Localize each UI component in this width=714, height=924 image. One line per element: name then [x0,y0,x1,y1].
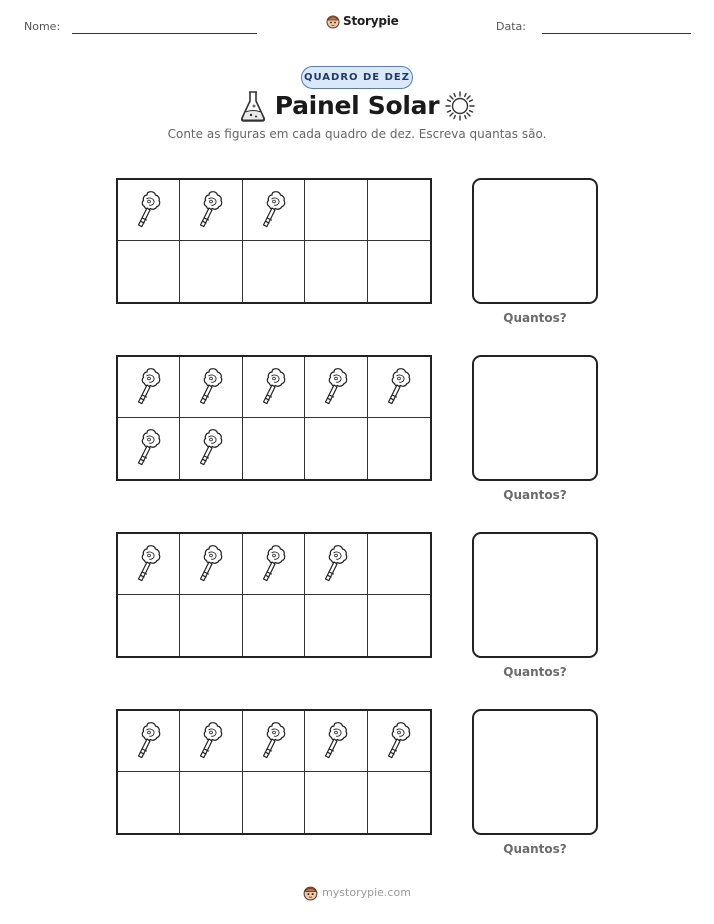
page-title: Painel Solar [274,91,440,120]
frame-cell [305,711,367,772]
instructions: Conte as figuras em cada quadro de dez. Escreva quantas são. [167,127,547,141]
frame-cell [305,595,367,656]
frame-cell [243,357,305,418]
answer-label: Quantos? [503,488,567,502]
frame-cell [118,772,180,833]
frame-cell [368,772,430,833]
frame-cell [368,180,430,241]
key-icon [133,427,163,469]
pie-mascot-icon [326,13,340,29]
frame-cell [368,241,430,302]
frame-cell [180,534,242,595]
frame-cell [368,418,430,479]
key-icon [258,720,288,762]
key-icon [383,720,413,762]
pie-mascot-icon [303,884,318,901]
answer-box[interactable] [472,709,598,835]
frame-cell [180,595,242,656]
brand-name: Storypie [343,14,399,28]
ten-frame [116,709,432,835]
frame-cell [118,711,180,772]
key-icon [320,366,350,408]
frame-cell [118,357,180,418]
key-icon [195,720,225,762]
frame-cell [180,711,242,772]
key-icon [133,189,163,231]
worksheet-badge: QUADRO DE DEZ [301,66,413,89]
frame-cell [305,418,367,479]
frame-cell [180,418,242,479]
frame-cell [118,595,180,656]
frame-cell [180,241,242,302]
frame-cell [118,418,180,479]
footer-url[interactable]: mystorypie.com [322,886,411,899]
frame-cell [243,595,305,656]
frame-cell [305,357,367,418]
key-icon [320,720,350,762]
sun-icon [444,90,476,122]
frame-cell [243,534,305,595]
frame-cell [118,241,180,302]
key-icon [258,189,288,231]
ten-frame [116,355,432,481]
name-label: Nome: [24,20,61,33]
answer-label: Quantos? [503,311,567,325]
key-icon [383,366,413,408]
frame-cell [180,180,242,241]
frame-cell [180,772,242,833]
key-icon [133,720,163,762]
key-icon [195,427,225,469]
footer [0,884,714,901]
frame-cell [243,711,305,772]
answer-box[interactable] [472,532,598,658]
frame-cell [243,180,305,241]
frame-cell [305,241,367,302]
key-icon [195,543,225,585]
frame-cell [368,534,430,595]
answer-box[interactable] [472,355,598,481]
frame-cell [305,534,367,595]
name-line[interactable] [72,33,257,34]
frame-cell [180,357,242,418]
key-icon [320,543,350,585]
answer-label: Quantos? [503,842,567,856]
answer-label: Quantos? [503,665,567,679]
frame-cell [243,418,305,479]
ten-frame [116,178,432,304]
frame-cell [118,180,180,241]
frame-cell [368,711,430,772]
frame-cell [368,357,430,418]
title-row [0,88,714,128]
date-label: Data: [496,20,526,33]
key-icon [133,543,163,585]
answer-box[interactable] [472,178,598,304]
key-icon [258,543,288,585]
ten-frame [116,532,432,658]
frame-cell [243,241,305,302]
brand-logo [326,13,399,29]
frame-cell [118,534,180,595]
key-icon [258,366,288,408]
key-icon [133,366,163,408]
key-icon [195,189,225,231]
frame-cell [305,180,367,241]
date-line[interactable] [542,33,691,34]
key-icon [195,366,225,408]
frame-cell [243,772,305,833]
frame-cell [368,595,430,656]
frame-cell [305,772,367,833]
